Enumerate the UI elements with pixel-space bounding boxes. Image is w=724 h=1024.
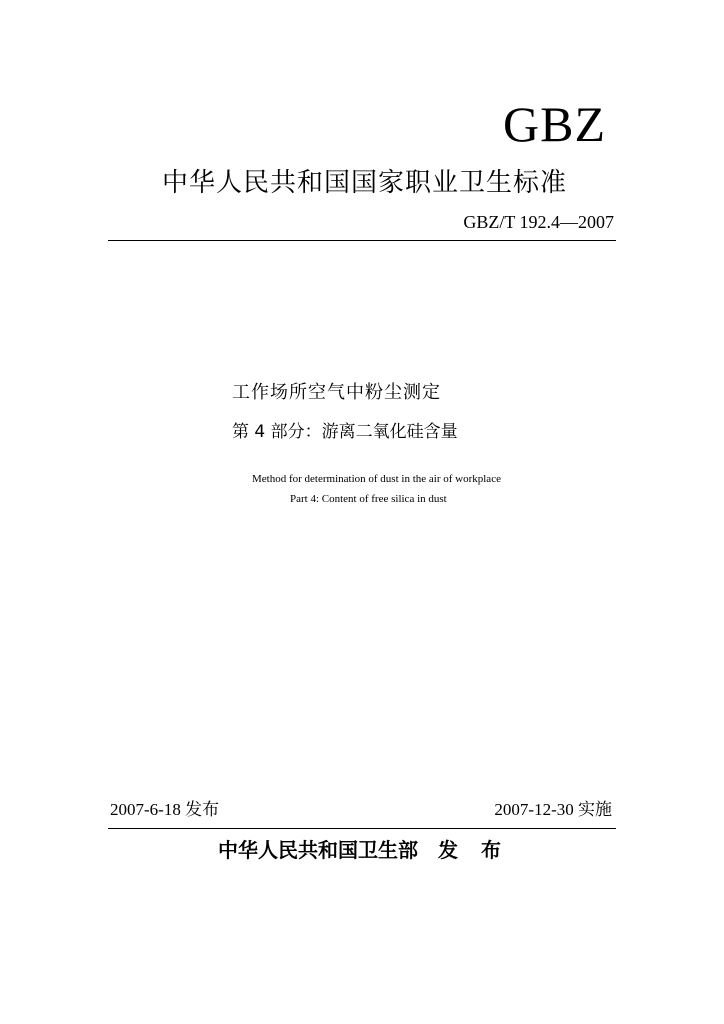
publish-action: 发 布 bbox=[438, 838, 509, 862]
title-chinese: 工作场所空气中粉尘测定 bbox=[232, 382, 441, 403]
subtitle-english: Part 4: Content of free silica in dust bbox=[290, 493, 447, 505]
standard-number: GBZ/T 192.4—2007 bbox=[463, 212, 614, 232]
top-divider bbox=[108, 240, 616, 241]
bottom-divider bbox=[108, 828, 616, 829]
publisher-name: 中华人民共和国卫生部 bbox=[218, 838, 418, 862]
publisher-line bbox=[218, 836, 509, 864]
standard-category: 中华人民共和国国家职业卫生标准 bbox=[162, 168, 568, 198]
standard-code-mark: GBZ bbox=[503, 96, 606, 152]
issue-date: 2007-6-18 发布 bbox=[110, 800, 220, 819]
subtitle-chinese: 第 4 部分：游离二氧化硅含量 bbox=[232, 422, 458, 442]
title-english: Method for determination of dust in the air of workplace bbox=[252, 473, 501, 485]
implementation-date: 2007-12-30 实施 bbox=[494, 800, 612, 819]
